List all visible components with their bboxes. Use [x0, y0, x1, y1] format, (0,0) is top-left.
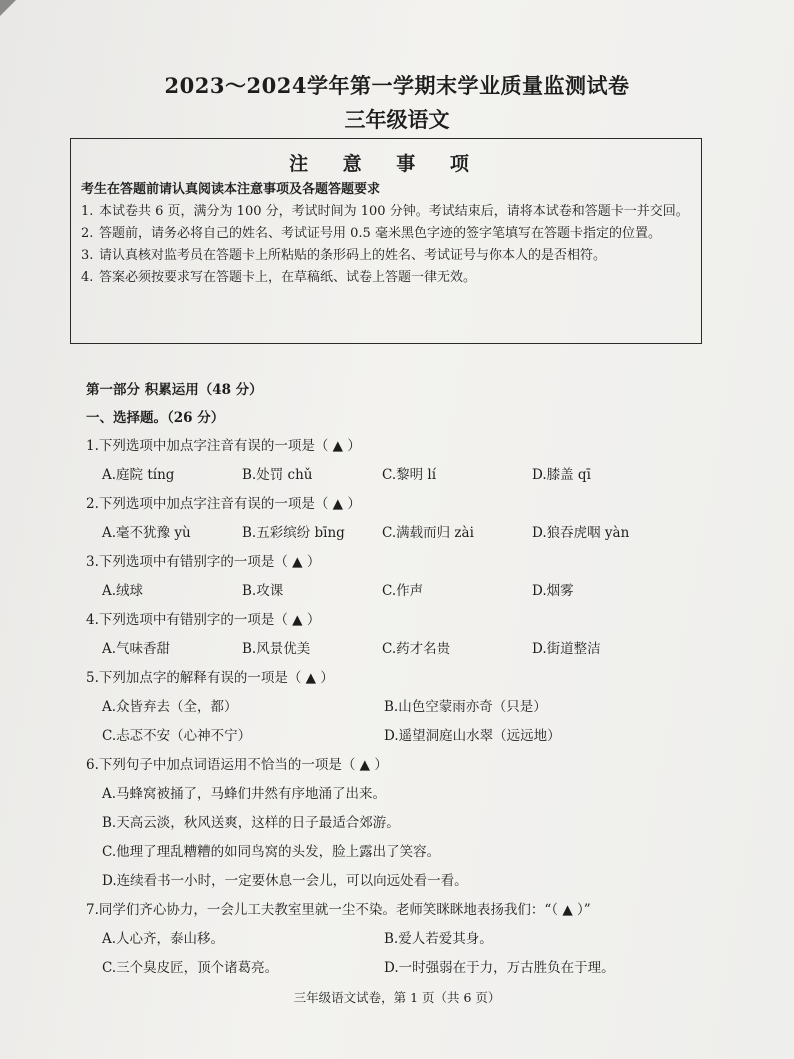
page-corner-shadow — [0, 0, 16, 16]
question-3-stem: 3.下列选项中有错别字的一项是（ ▲ ） — [86, 554, 321, 570]
option-c: C.忐忑不安（心神不宁） — [102, 728, 252, 744]
option-a: A.气味香甜 — [102, 641, 171, 657]
option-b: B.山色空蒙雨亦奇（只是） — [384, 699, 547, 715]
question-2-options — [86, 519, 706, 548]
option-d: D.膝盖 qī — [532, 467, 591, 483]
notice-item — [81, 201, 691, 223]
question-1-stem: 1.下列选项中加点字注音有误的一项是（ ▲ ） — [86, 438, 361, 454]
question-6-stem: 6.下列句子中加点词语运用不恰当的一项是（ ▲ ） — [86, 757, 388, 773]
option-a: A.人心齐，泰山移。 — [102, 931, 225, 947]
option-a: A.庭院 tíng — [102, 467, 175, 483]
option-b: B.爱人若爱其身。 — [384, 931, 493, 947]
option-c: C.黎明 lí — [382, 467, 437, 483]
option-b: B.风景优美 — [242, 641, 311, 657]
notice-item-text: 本试卷共 6 页，满分为 100 分，考试时间为 100 分钟。考试结束后，请将本试卷和答题卡一并交回。 — [99, 204, 689, 219]
notice-item-num: 2. — [81, 226, 94, 241]
question-5-options-row2 — [86, 722, 706, 751]
notice-item — [81, 245, 691, 267]
question-2-stem: 2.下列选项中加点字注音有误的一项是（ ▲ ） — [86, 496, 361, 512]
option-a: A.绒球 — [102, 583, 144, 599]
option-b: B.攻课 — [242, 583, 284, 599]
notice-item — [81, 223, 691, 245]
option-b: B.天高云淡，秋风送爽，这样的日子最适合郊游。 — [102, 815, 400, 831]
notice-item-num: 4. — [81, 270, 94, 285]
notice-box — [70, 138, 702, 344]
notice-title: 注 意 事 项 — [289, 153, 483, 175]
option-d: D.连续看书一小时，一定要休息一会儿，可以向远处看一看。 — [102, 873, 468, 889]
option-d: D.一时强弱在于力，万古胜负在于理。 — [384, 960, 615, 976]
option-a: A.众皆弃去（全，都） — [102, 699, 238, 715]
option-a: A.马蜂窝被捅了，马蜂们井然有序地涌了出来。 — [102, 786, 387, 802]
notice-item — [81, 267, 691, 289]
option-c: C.作声 — [382, 583, 424, 599]
question-4-options — [86, 635, 706, 664]
option-d: D.遥望洞庭山水翠（远远地） — [384, 728, 561, 744]
exam-content — [86, 376, 706, 983]
question-5-options-row1 — [86, 693, 706, 722]
question-7-options-row1 — [86, 925, 706, 954]
page-footer: 三年级语文试卷，第 1 页（共 6 页） — [293, 990, 501, 1005]
question-3-options — [86, 577, 706, 606]
option-c: C.三个臭皮匠，顶个诸葛亮。 — [102, 960, 279, 976]
option-c: C.药才名贵 — [382, 641, 451, 657]
option-d: D.狼吞虎咽 yàn — [532, 525, 630, 541]
question-7-stem: 7.同学们齐心协力，一会儿工夫教室里就一尘不染。老师笑眯眯地表扬我们：“（ ▲ ）” — [86, 902, 591, 918]
option-d: D.烟雾 — [532, 583, 574, 599]
option-a: A.毫不犹豫 yù — [102, 525, 191, 541]
option-c: C.他理了理乱糟糟的如同鸟窝的头发，脸上露出了笑容。 — [102, 844, 441, 860]
exam-subtitle: 三年级语文 — [344, 107, 450, 132]
question-4-stem: 4.下列选项中有错别字的一项是（ ▲ ） — [86, 612, 321, 628]
notice-item-text: 请认真核对监考员在答题卡上所粘贴的条形码上的姓名、考试证号与你本人的是否相符。 — [99, 248, 607, 263]
notice-item-num: 1. — [81, 204, 94, 219]
part-heading: 第一部分 积累运用（48 分） — [86, 382, 263, 398]
option-b: B.五彩缤纷 bīng — [242, 525, 345, 541]
option-c: C.满载而归 zài — [382, 525, 474, 541]
question-1-options — [86, 461, 706, 490]
notice-subtitle: 考生在答题前请认真阅读本注意事项及各题答题要求 — [81, 182, 381, 197]
option-b: B.处罚 chǔ — [242, 467, 313, 483]
question-5-stem: 5.下列加点字的解释有误的一项是（ ▲ ） — [86, 670, 334, 686]
section-heading: 一、选择题。（26 分） — [86, 410, 225, 426]
notice-item-text: 答案必须按要求写在答题卡上，在草稿纸、试卷上答题一律无效。 — [99, 270, 477, 285]
notice-item-num: 3. — [81, 248, 94, 263]
question-7-options-row2 — [86, 954, 706, 983]
option-d: D.街道整洁 — [532, 641, 601, 657]
notice-item-text: 答题前，请务必将自己的姓名、考试证号用 0.5 毫米黑色字迹的签字笔填写在答题卡指定的位置。 — [99, 226, 661, 241]
exam-title: 2023～2024学年第一学期末学业质量监测试卷 — [164, 73, 630, 98]
